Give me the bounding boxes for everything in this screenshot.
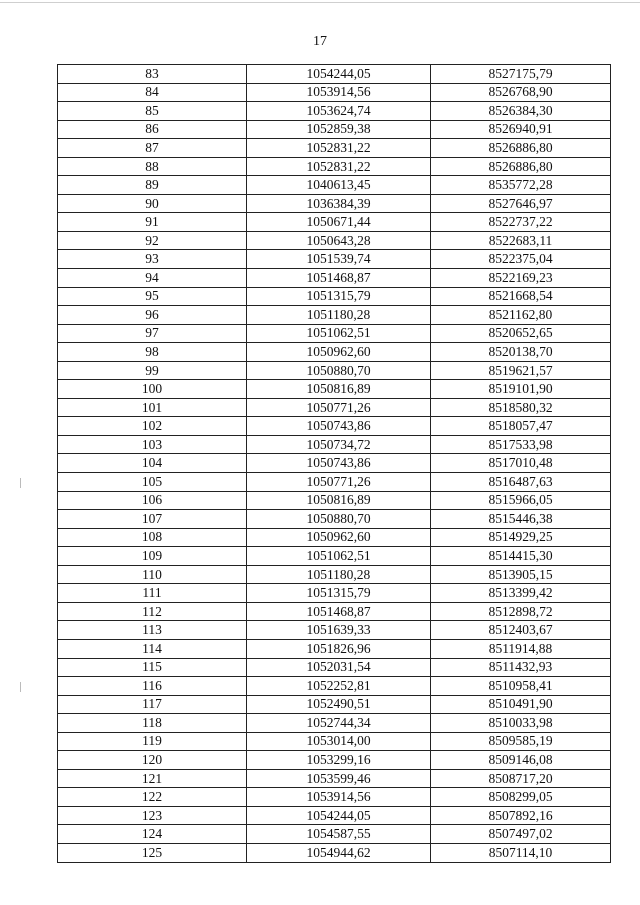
x-coordinate-cell: 1052744,34: [247, 714, 431, 733]
x-coordinate-cell: 1050771,26: [247, 473, 431, 492]
x-coordinate-cell: 1050743,86: [247, 417, 431, 436]
table-row: [58, 547, 611, 566]
y-coordinate-cell: 8522169,23: [431, 269, 611, 288]
y-coordinate-cell: 8521162,80: [431, 306, 611, 325]
margin-mark: [20, 478, 21, 488]
point-number-cell: 120: [58, 751, 247, 770]
x-coordinate-cell: 1051639,33: [247, 621, 431, 640]
table-row: [58, 194, 611, 213]
x-coordinate-cell: 1053624,74: [247, 102, 431, 121]
x-coordinate-cell: 1052490,51: [247, 695, 431, 714]
y-coordinate-cell: 8512403,67: [431, 621, 611, 640]
x-coordinate-cell: 1052031,54: [247, 658, 431, 677]
point-number-cell: 125: [58, 843, 247, 862]
x-coordinate-cell: 1050880,70: [247, 510, 431, 529]
table-row: [58, 398, 611, 417]
point-number-cell: 121: [58, 769, 247, 788]
x-coordinate-cell: 1054944,62: [247, 843, 431, 862]
point-number-cell: 96: [58, 306, 247, 325]
point-number-cell: 111: [58, 584, 247, 603]
table-row: [58, 658, 611, 677]
point-number-cell: 118: [58, 714, 247, 733]
point-number-cell: 105: [58, 473, 247, 492]
point-number-cell: 112: [58, 602, 247, 621]
table-row: [58, 565, 611, 584]
point-number-cell: 100: [58, 380, 247, 399]
table-row: [58, 788, 611, 807]
table-row: [58, 639, 611, 658]
y-coordinate-cell: 8512898,72: [431, 602, 611, 621]
x-coordinate-cell: 1050816,89: [247, 491, 431, 510]
x-coordinate-cell: 1051180,28: [247, 306, 431, 325]
y-coordinate-cell: 8513399,42: [431, 584, 611, 603]
table-row: [58, 602, 611, 621]
x-coordinate-cell: 1050962,60: [247, 343, 431, 362]
point-number-cell: 108: [58, 528, 247, 547]
y-coordinate-cell: 8508299,05: [431, 788, 611, 807]
y-coordinate-cell: 8510491,90: [431, 695, 611, 714]
point-number-cell: 119: [58, 732, 247, 751]
point-number-cell: 83: [58, 65, 247, 84]
table-row: [58, 102, 611, 121]
point-number-cell: 95: [58, 287, 247, 306]
y-coordinate-cell: 8520652,65: [431, 324, 611, 343]
point-number-cell: 102: [58, 417, 247, 436]
y-coordinate-cell: 8511432,93: [431, 658, 611, 677]
x-coordinate-cell: 1052252,81: [247, 677, 431, 696]
table-row: [58, 306, 611, 325]
y-coordinate-cell: 8509146,08: [431, 751, 611, 770]
table-row: [58, 677, 611, 696]
x-coordinate-cell: 1054244,05: [247, 806, 431, 825]
x-coordinate-cell: 1036384,39: [247, 194, 431, 213]
table-row: [58, 528, 611, 547]
y-coordinate-cell: 8515446,38: [431, 510, 611, 529]
y-coordinate-cell: 8517533,98: [431, 435, 611, 454]
y-coordinate-cell: 8535772,28: [431, 176, 611, 195]
point-number-cell: 84: [58, 83, 247, 102]
table-row: [58, 621, 611, 640]
y-coordinate-cell: 8513905,15: [431, 565, 611, 584]
y-coordinate-cell: 8511914,88: [431, 639, 611, 658]
point-number-cell: 101: [58, 398, 247, 417]
x-coordinate-cell: 1053014,00: [247, 732, 431, 751]
x-coordinate-cell: 1054587,55: [247, 825, 431, 844]
margin-mark: [20, 682, 21, 692]
x-coordinate-cell: 1050671,44: [247, 213, 431, 232]
table-row: [58, 806, 611, 825]
y-coordinate-cell: 8510033,98: [431, 714, 611, 733]
table-row: [58, 695, 611, 714]
table-row: [58, 213, 611, 232]
x-coordinate-cell: 1050734,72: [247, 435, 431, 454]
table-row: [58, 343, 611, 362]
point-number-cell: 124: [58, 825, 247, 844]
y-coordinate-cell: 8519621,57: [431, 361, 611, 380]
x-coordinate-cell: 1053599,46: [247, 769, 431, 788]
x-coordinate-cell: 1051180,28: [247, 565, 431, 584]
table-row: [58, 157, 611, 176]
table-row: [58, 287, 611, 306]
point-number-cell: 122: [58, 788, 247, 807]
x-coordinate-cell: 1051315,79: [247, 287, 431, 306]
point-number-cell: 113: [58, 621, 247, 640]
table-row: [58, 269, 611, 288]
point-number-cell: 94: [58, 269, 247, 288]
table-row: [58, 584, 611, 603]
y-coordinate-cell: 8514415,30: [431, 547, 611, 566]
table-row: [58, 491, 611, 510]
x-coordinate-cell: 1050962,60: [247, 528, 431, 547]
y-coordinate-cell: 8526768,90: [431, 83, 611, 102]
page-number: 17: [313, 34, 327, 49]
y-coordinate-cell: 8526940,91: [431, 120, 611, 139]
y-coordinate-cell: 8507892,16: [431, 806, 611, 825]
point-number-cell: 90: [58, 194, 247, 213]
point-number-cell: 110: [58, 565, 247, 584]
table-row: [58, 435, 611, 454]
point-number-cell: 117: [58, 695, 247, 714]
y-coordinate-cell: 8518057,47: [431, 417, 611, 436]
table-row: [58, 510, 611, 529]
table-row: [58, 769, 611, 788]
point-number-cell: 86: [58, 120, 247, 139]
table-row: [58, 324, 611, 343]
y-coordinate-cell: 8519101,90: [431, 380, 611, 399]
table-row: [58, 361, 611, 380]
y-coordinate-cell: 8521668,54: [431, 287, 611, 306]
x-coordinate-cell: 1052831,22: [247, 157, 431, 176]
y-coordinate-cell: 8507497,02: [431, 825, 611, 844]
x-coordinate-cell: 1052859,38: [247, 120, 431, 139]
table-row: [58, 714, 611, 733]
point-number-cell: 123: [58, 806, 247, 825]
point-number-cell: 109: [58, 547, 247, 566]
coordinates-table: [57, 64, 611, 863]
table-body: [58, 65, 611, 863]
x-coordinate-cell: 1051826,96: [247, 639, 431, 658]
y-coordinate-cell: 8526384,30: [431, 102, 611, 121]
y-coordinate-cell: 8520138,70: [431, 343, 611, 362]
point-number-cell: 99: [58, 361, 247, 380]
x-coordinate-cell: 1051315,79: [247, 584, 431, 603]
y-coordinate-cell: 8509585,19: [431, 732, 611, 751]
table-row: [58, 454, 611, 473]
x-coordinate-cell: 1053299,16: [247, 751, 431, 770]
x-coordinate-cell: 1051062,51: [247, 547, 431, 566]
table-row: [58, 473, 611, 492]
table-row: [58, 139, 611, 158]
x-coordinate-cell: 1051062,51: [247, 324, 431, 343]
x-coordinate-cell: 1051539,74: [247, 250, 431, 269]
x-coordinate-cell: 1051468,87: [247, 269, 431, 288]
point-number-cell: 93: [58, 250, 247, 269]
point-number-cell: 88: [58, 157, 247, 176]
table-row: [58, 843, 611, 862]
table-row: [58, 250, 611, 269]
y-coordinate-cell: 8516487,63: [431, 473, 611, 492]
y-coordinate-cell: 8527175,79: [431, 65, 611, 84]
y-coordinate-cell: 8517010,48: [431, 454, 611, 473]
point-number-cell: 107: [58, 510, 247, 529]
x-coordinate-cell: 1051468,87: [247, 602, 431, 621]
point-number-cell: 89: [58, 176, 247, 195]
y-coordinate-cell: 8522737,22: [431, 213, 611, 232]
point-number-cell: 85: [58, 102, 247, 121]
y-coordinate-cell: 8518580,32: [431, 398, 611, 417]
point-number-cell: 92: [58, 231, 247, 250]
y-coordinate-cell: 8522683,11: [431, 231, 611, 250]
table-row: [58, 732, 611, 751]
point-number-cell: 98: [58, 343, 247, 362]
y-coordinate-cell: 8507114,10: [431, 843, 611, 862]
point-number-cell: 104: [58, 454, 247, 473]
x-coordinate-cell: 1050880,70: [247, 361, 431, 380]
point-number-cell: 87: [58, 139, 247, 158]
table-row: [58, 380, 611, 399]
x-coordinate-cell: 1050771,26: [247, 398, 431, 417]
point-number-cell: 114: [58, 639, 247, 658]
table-row: [58, 417, 611, 436]
table-row: [58, 176, 611, 195]
y-coordinate-cell: 8527646,97: [431, 194, 611, 213]
point-number-cell: 115: [58, 658, 247, 677]
point-number-cell: 97: [58, 324, 247, 343]
point-number-cell: 116: [58, 677, 247, 696]
y-coordinate-cell: 8510958,41: [431, 677, 611, 696]
x-coordinate-cell: 1054244,05: [247, 65, 431, 84]
y-coordinate-cell: 8515966,05: [431, 491, 611, 510]
y-coordinate-cell: 8508717,20: [431, 769, 611, 788]
table-row: [58, 83, 611, 102]
y-coordinate-cell: 8526886,80: [431, 157, 611, 176]
table-row: [58, 751, 611, 770]
x-coordinate-cell: 1052831,22: [247, 139, 431, 158]
point-number-cell: 91: [58, 213, 247, 232]
table-row: [58, 120, 611, 139]
point-number-cell: 106: [58, 491, 247, 510]
x-coordinate-cell: 1053914,56: [247, 83, 431, 102]
x-coordinate-cell: 1050643,28: [247, 231, 431, 250]
y-coordinate-cell: 8526886,80: [431, 139, 611, 158]
top-rule: [0, 2, 640, 3]
table-row: [58, 825, 611, 844]
x-coordinate-cell: 1053914,56: [247, 788, 431, 807]
x-coordinate-cell: 1050743,86: [247, 454, 431, 473]
x-coordinate-cell: 1050816,89: [247, 380, 431, 399]
point-number-cell: 103: [58, 435, 247, 454]
table-row: [58, 65, 611, 84]
y-coordinate-cell: 8514929,25: [431, 528, 611, 547]
y-coordinate-cell: 8522375,04: [431, 250, 611, 269]
table-row: [58, 231, 611, 250]
x-coordinate-cell: 1040613,45: [247, 176, 431, 195]
